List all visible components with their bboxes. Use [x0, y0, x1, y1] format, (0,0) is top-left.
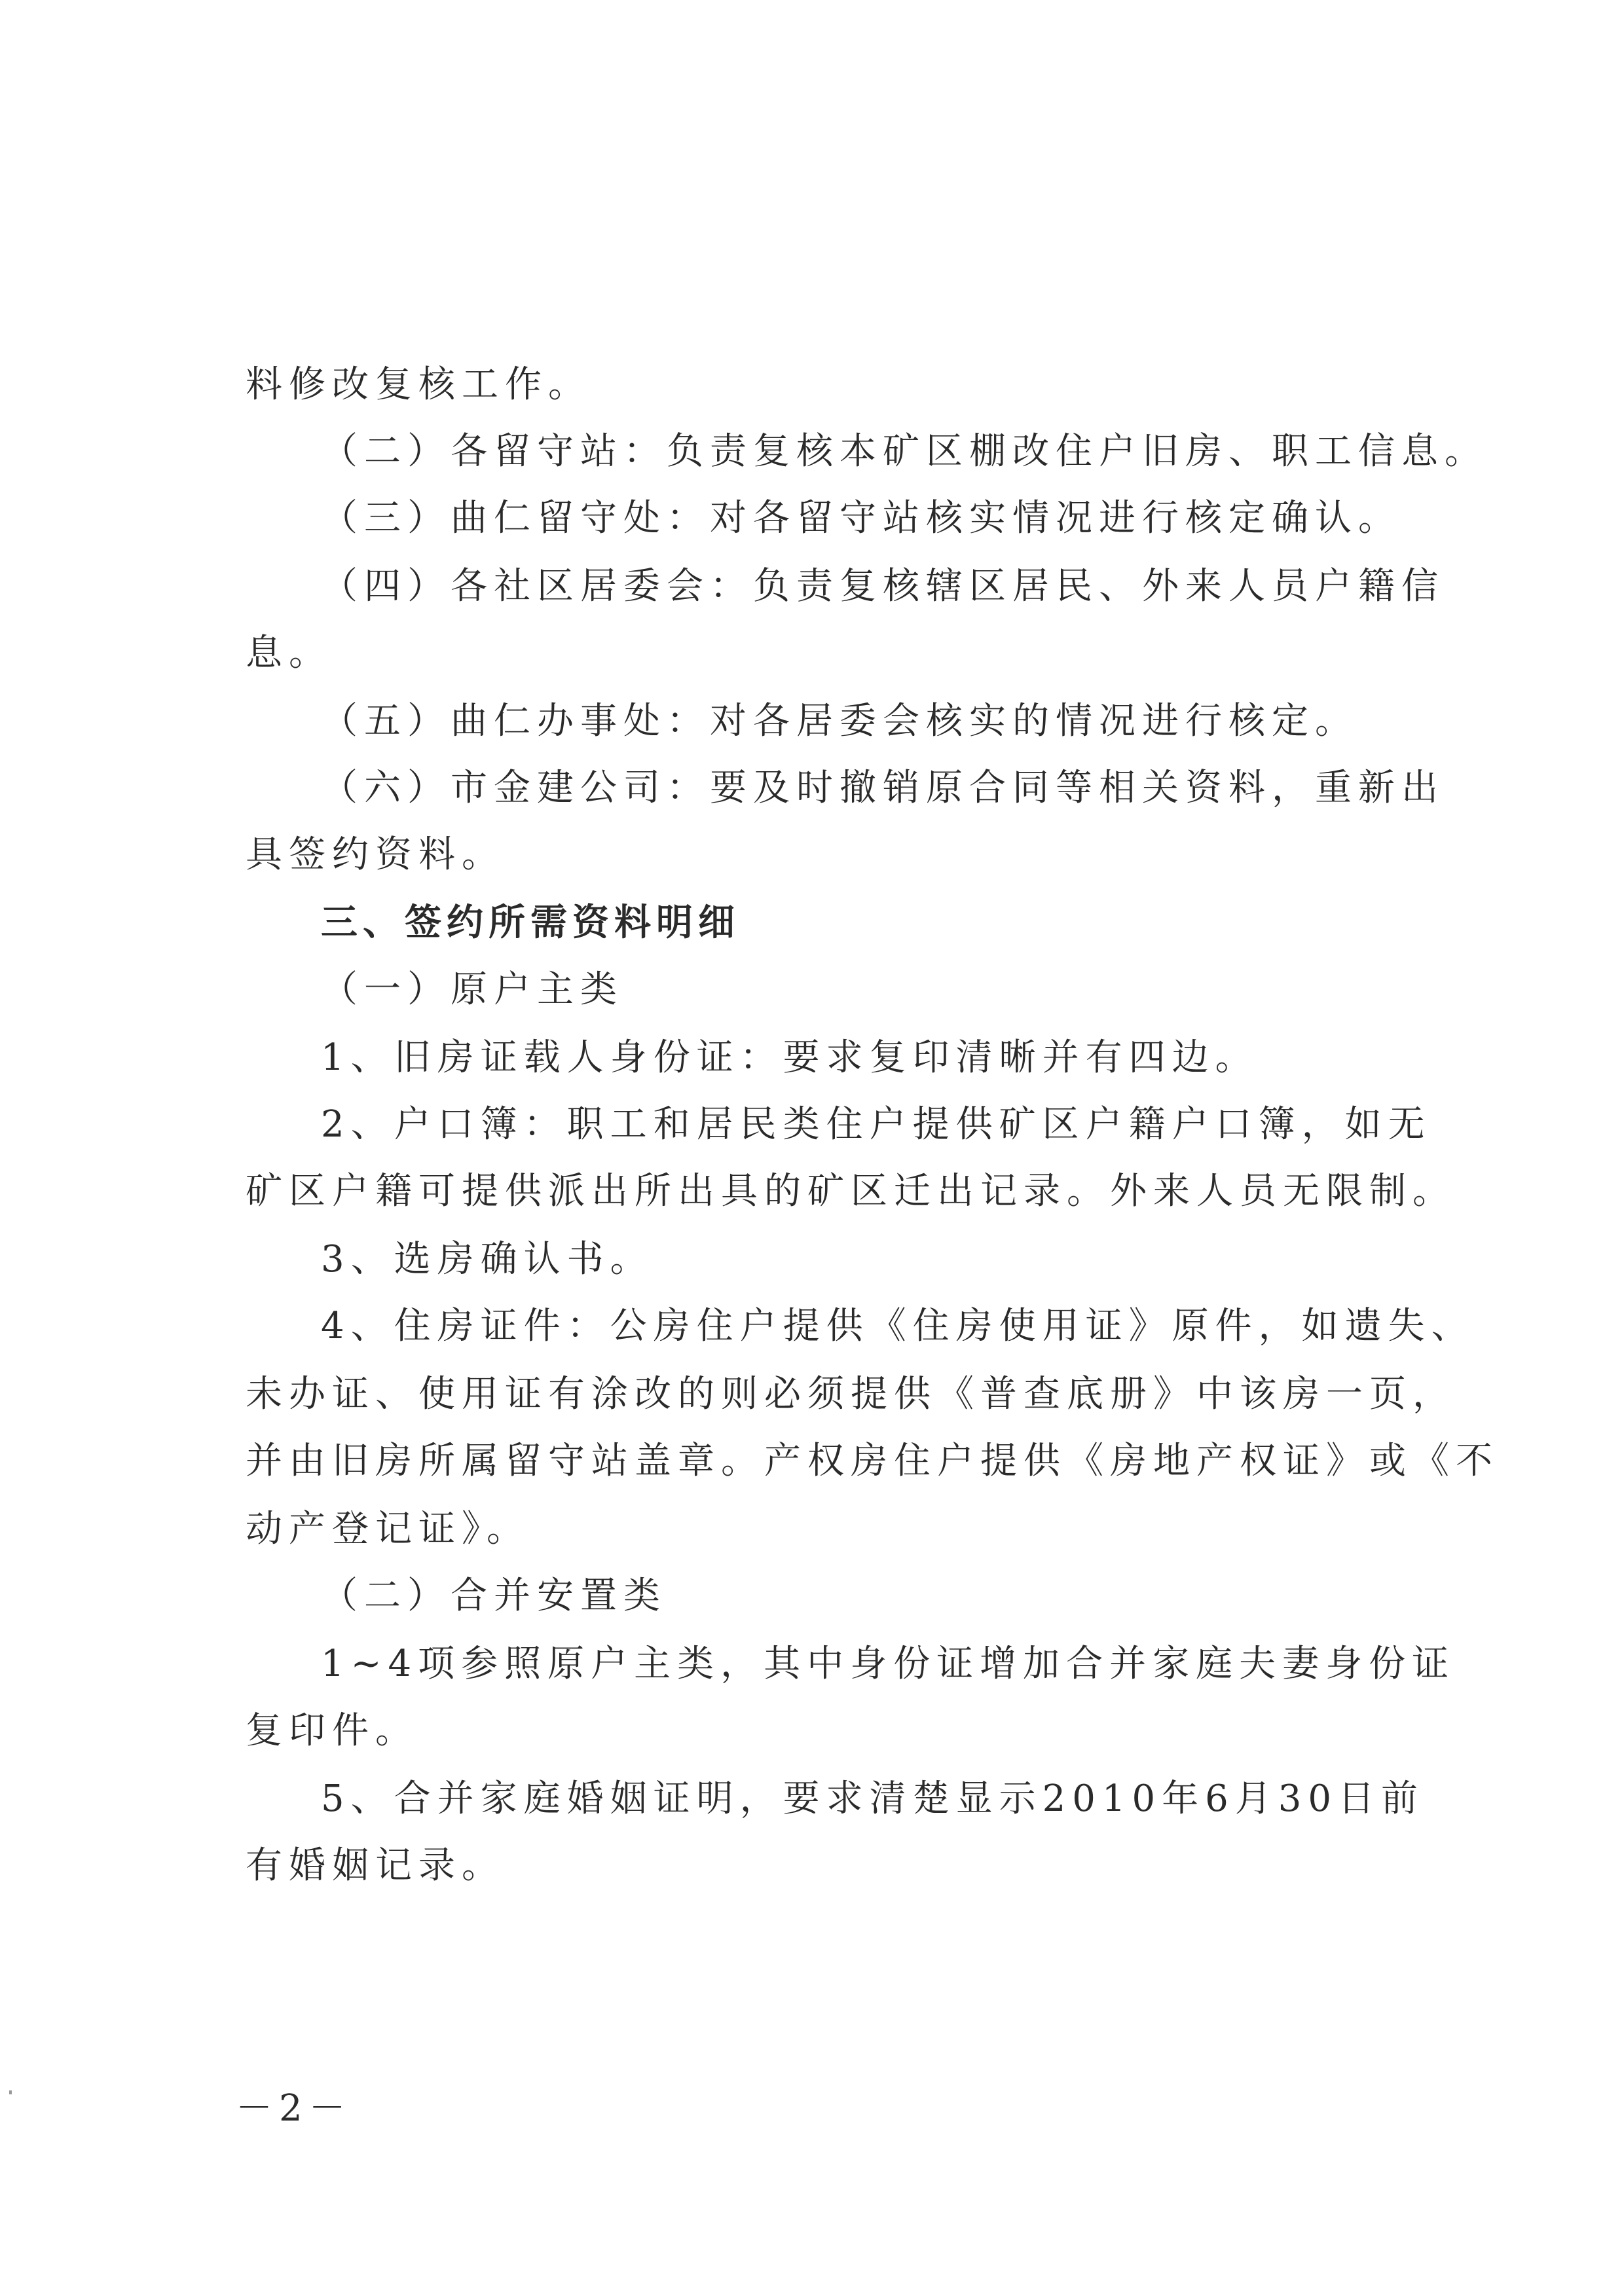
paragraph-line: 4、住房证件：公房住户提供《住房使用证》原件，如遗失、	[321, 1305, 1475, 1347]
paragraph-line: （五）曲仁办事处：对各居委会核实的情况进行核定。	[321, 700, 1358, 742]
paragraph-line: 3、选房确认书。	[321, 1238, 654, 1281]
paragraph-line: 1~4项参照原户主类，其中身份证增加合并家庭夫妻身份证	[321, 1643, 1456, 1685]
paragraph-line: 料修改复核工作。	[246, 363, 591, 406]
paragraph-line: 动产登记证》。	[246, 1508, 530, 1550]
paragraph-line: 息。	[246, 632, 332, 674]
paragraph-line: 1、旧房证载人身份证：要求复印清晰并有四边。	[321, 1036, 1259, 1079]
paragraph-line: （三）曲仁留守处：对各留守站核实情况进行核定确认。	[321, 497, 1401, 539]
paragraph-line: 复印件。	[246, 1709, 418, 1752]
paragraph-line: （二）各留守站：负责复核本矿区棚改住户旧房、职工信息。	[321, 430, 1488, 473]
subsection-heading: （一）原户主类	[321, 968, 623, 1011]
paragraph-line: （四）各社区居委会：负责复核辖区居民、外来人员户籍信	[321, 565, 1445, 608]
subsection-heading: （二）合并安置类	[321, 1575, 667, 1617]
paragraph-line: 并由旧房所属留守站盖章。产权房住户提供《房地产权证》或《不	[246, 1440, 1499, 1482]
paragraph-line: 2、户口簿：职工和居民类住户提供矿区户籍户口簿，如无	[321, 1103, 1431, 1146]
scan-edge-mark	[9, 2090, 12, 2094]
paragraph-line: 具签约资料。	[246, 833, 505, 876]
section-heading: 三、签约所需资料明细	[321, 902, 740, 944]
paragraph-line: 有婚姻记录。	[246, 1844, 505, 1887]
paragraph-line: 5、合并家庭婚姻证明，要求清楚显示2010年6月30日前	[321, 1777, 1425, 1820]
page-number: －2－	[236, 2087, 352, 2130]
paragraph-line: 未办证、使用证有涂改的则必须提供《普查底册》中该房一页，	[246, 1373, 1456, 1415]
paragraph-line: （六）市金建公司：要及时撤销原合同等相关资料，重新出	[321, 767, 1445, 809]
paragraph-line: 矿区户籍可提供派出所出具的矿区迁出记录。外来人员无限制。	[246, 1170, 1456, 1212]
